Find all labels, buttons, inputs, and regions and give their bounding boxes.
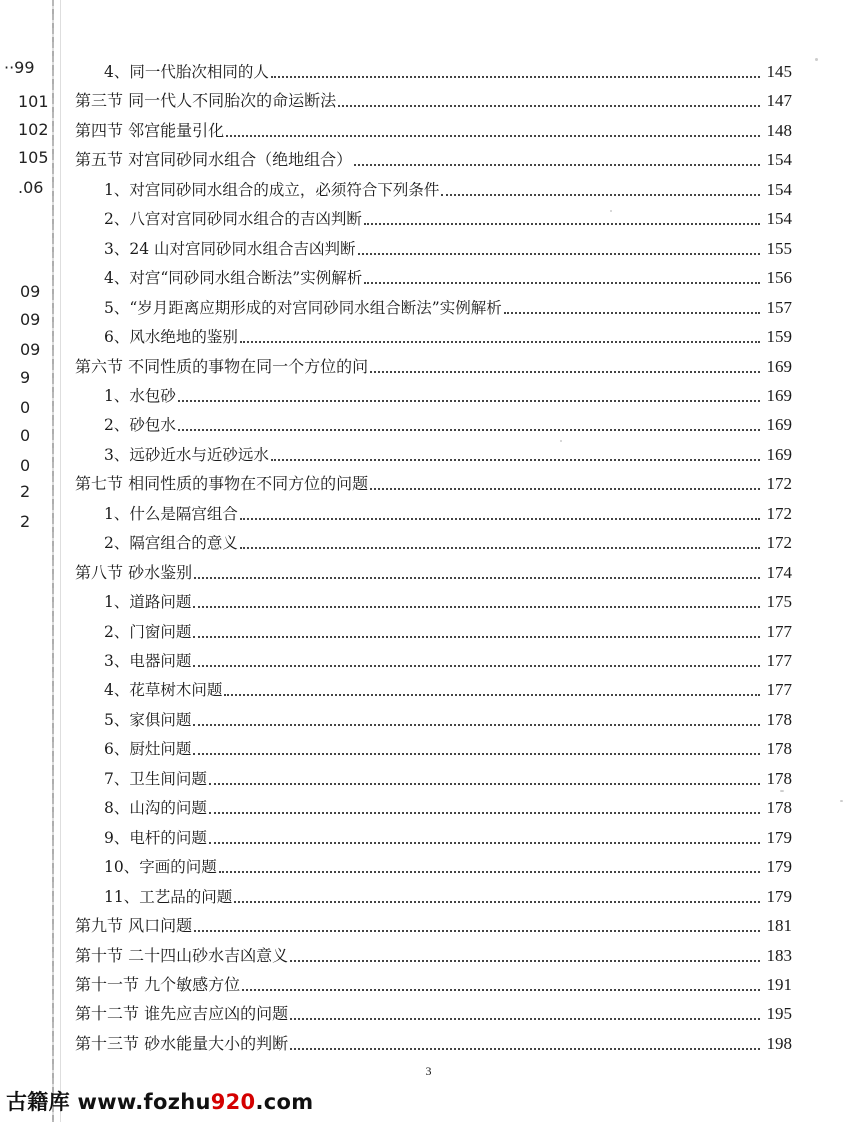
toc-page-number: 178 (766, 768, 792, 788)
watermark-suffix: .com (255, 1090, 314, 1114)
scan-speck (815, 58, 818, 61)
toc-leader-dots (193, 753, 760, 755)
margin-number: 102 (18, 120, 49, 139)
margin-number: 105 (18, 148, 49, 167)
toc-page-number: 169 (766, 444, 792, 464)
toc-title: 10、字画的问题 (104, 858, 217, 877)
toc-title: 1、道路问题 (104, 593, 192, 612)
toc-item-entry (104, 201, 792, 229)
toc-page-number: 154 (766, 150, 792, 170)
site-watermark (6, 1086, 313, 1116)
scan-speck (840, 800, 843, 802)
toc-page-number: 172 (766, 474, 792, 494)
toc-leader-dots (240, 547, 760, 549)
toc-page-number: 157 (766, 297, 792, 317)
scan-speck (560, 440, 562, 442)
toc-page-number: 174 (766, 562, 792, 582)
margin-number: 09 (20, 310, 41, 329)
toc-item-entry (104, 761, 792, 789)
toc-leader-dots (271, 459, 760, 461)
toc-page-number: 179 (766, 886, 792, 906)
toc-title: 第七节 相同性质的事物在不同方位的问题 (75, 474, 369, 494)
toc-leader-dots (504, 312, 760, 314)
toc-leader-dots (240, 518, 760, 520)
toc-title: 5、家俱问题 (104, 710, 192, 729)
toc-page-number: 172 (766, 503, 792, 523)
scan-speck (610, 210, 612, 212)
toc-item-entry (104, 731, 792, 759)
toc-title: 第八节 砂水鉴别 (75, 562, 193, 582)
margin-number: .06 (18, 178, 44, 197)
toc-item-entry (104, 319, 792, 347)
toc-leader-dots (358, 253, 760, 255)
toc-leader-dots (193, 636, 760, 638)
toc-title: 第十一节 九个敏感方位 (75, 974, 241, 994)
toc-title: 11、工艺品的问题 (104, 887, 233, 906)
toc-item-entry (104, 407, 792, 435)
toc-item-entry (104, 260, 792, 288)
toc-item-entry (104, 820, 792, 848)
toc-section-entry (75, 83, 792, 111)
toc-leader-dots (178, 400, 760, 402)
toc-title: 1、什么是隔宫组合 (104, 504, 238, 523)
toc-item-entry (104, 378, 792, 406)
toc-title: 7、卫生间问题 (104, 769, 207, 788)
toc-section-entry (75, 908, 792, 936)
toc-page-number: 181 (766, 916, 792, 936)
toc-leader-dots (193, 665, 760, 667)
toc-title: 1、对宫同砂同水组合的成立，必须符合下列条件 (104, 180, 440, 199)
margin-number: 09 (20, 282, 41, 301)
toc-leader-dots (226, 135, 760, 137)
toc-title: 4、花草树木问题 (104, 681, 223, 700)
toc-title: 4、同一代胎次相同的人 (104, 63, 269, 81)
margin-number: ··99 (4, 58, 35, 77)
toc-leader-dots (271, 76, 760, 78)
toc-title: 6、厨灶问题 (104, 740, 192, 759)
toc-title: 第四节 邻宫能量引化 (75, 120, 225, 140)
page-number: 3 (425, 1064, 432, 1078)
toc-leader-dots (194, 930, 760, 932)
toc-leader-dots (193, 606, 760, 608)
toc-page-number: 169 (766, 356, 792, 376)
toc-title: 4、对宫“同砂同水组合断法”实例解析 (104, 269, 363, 288)
toc-page-number: 191 (766, 974, 792, 994)
toc-leader-dots (290, 1048, 760, 1050)
toc-title: 2、门窗问题 (104, 622, 192, 641)
toc-item-entry (104, 584, 792, 612)
toc-title: 2、八宫对宫同砂同水组合的吉凶判断 (104, 210, 362, 229)
toc-page-number: 177 (766, 680, 792, 700)
toc-page-number: 179 (766, 857, 792, 877)
toc-item-entry (104, 643, 792, 671)
toc-page-number: 177 (766, 621, 792, 641)
toc-title: 3、24 山对宫同砂同水组合吉凶判断 (104, 239, 356, 258)
toc-title: 第十三节 砂水能量大小的判断 (75, 1033, 289, 1053)
binding-edge (52, 0, 54, 1122)
toc-leader-dots (209, 812, 760, 814)
toc-section-entry (75, 466, 792, 494)
toc-title: 第三节 同一代人不同胎次的命运断法 (75, 91, 337, 111)
toc-page-number: 198 (766, 1033, 792, 1053)
margin-number: 09 (20, 340, 41, 359)
toc-leader-dots (338, 105, 760, 107)
toc-item-entry (104, 54, 792, 82)
toc-leader-dots (224, 694, 760, 696)
toc-item-entry (104, 879, 792, 907)
toc-page-number: 178 (766, 798, 792, 818)
toc-page-number: 154 (766, 209, 792, 229)
margin-number: 101 (18, 92, 49, 111)
toc-title: 3、远砂近水与近砂远水 (104, 445, 269, 464)
margin-number: 0 (20, 398, 31, 417)
scan-speck (780, 790, 784, 792)
toc-page-number: 178 (766, 709, 792, 729)
toc-section-entry (75, 349, 792, 377)
toc-page-number: 147 (766, 91, 792, 111)
toc-title: 5、“岁月距离应期形成的对宫同砂同水组合断法”实例解析 (104, 298, 502, 317)
toc-title: 3、电器问题 (104, 652, 192, 670)
margin-number: 0 (20, 456, 31, 475)
toc-item-entry (104, 525, 792, 553)
toc-section-entry (75, 967, 792, 995)
toc-leader-dots (240, 341, 760, 343)
toc-section-entry (75, 938, 792, 966)
toc-page-number: 159 (766, 327, 792, 347)
toc-page-number: 145 (766, 62, 792, 81)
toc-title: 第十二节 谁先应吉应凶的问题 (75, 1004, 289, 1024)
toc-section-entry (75, 1026, 792, 1054)
margin-number: 2 (20, 482, 31, 501)
toc-page-number: 169 (766, 415, 792, 435)
toc-title: 6、风水绝地的鉴别 (104, 328, 238, 347)
toc-item-entry (104, 672, 792, 700)
toc-title: 2、隔宫组合的意义 (104, 534, 238, 553)
toc-leader-dots (234, 901, 760, 903)
toc-item-entry (104, 172, 792, 200)
toc-page-number: 154 (766, 179, 792, 199)
toc-leader-dots (209, 842, 760, 844)
toc-section-entry (75, 555, 792, 583)
toc-leader-dots (370, 371, 760, 373)
toc-leader-dots (242, 989, 760, 991)
toc-item-entry (104, 231, 792, 259)
toc-leader-dots (364, 282, 760, 284)
toc-title: 第十节 二十四山砂水吉凶意义 (75, 945, 289, 965)
toc-page-number: 156 (766, 268, 792, 288)
toc-section-entry (75, 142, 792, 170)
toc-item-entry (104, 790, 792, 818)
toc-leader-dots (219, 871, 760, 873)
toc-page-number: 169 (766, 385, 792, 405)
toc-leader-dots (370, 488, 760, 490)
toc-leader-dots (441, 194, 760, 196)
toc-item-entry (104, 702, 792, 730)
watermark-highlight: 920 (210, 1090, 256, 1114)
toc-leader-dots (354, 164, 760, 166)
toc-title: 8、山沟的问题 (104, 799, 207, 818)
margin-number: 9 (20, 368, 31, 387)
toc-leader-dots (364, 223, 760, 225)
toc-page-number: 172 (766, 533, 792, 553)
toc-page-number: 178 (766, 739, 792, 759)
toc-leader-dots (194, 577, 760, 579)
toc-section-entry (75, 996, 792, 1024)
toc-section-entry (75, 113, 792, 141)
toc-item-entry (104, 614, 792, 642)
toc-leader-dots (290, 960, 760, 962)
toc-leader-dots (193, 724, 760, 726)
toc-title: 第五节 对宫同砂同水组合（绝地组合） (75, 150, 353, 170)
toc-page-number: 183 (766, 945, 792, 965)
margin-number: 0 (20, 426, 31, 445)
toc-page-number: 148 (766, 120, 792, 140)
toc-leader-dots (178, 429, 760, 431)
margin-number: 2 (20, 512, 31, 531)
toc-title: 9、电杆的问题 (104, 828, 207, 847)
toc-item-entry (104, 496, 792, 524)
toc-page-number: 179 (766, 827, 792, 847)
toc-title: 第六节 不同性质的事物在同一个方位的问 (75, 356, 369, 376)
toc-item-entry (104, 290, 792, 318)
toc-item-entry (104, 849, 792, 877)
toc-page-number: 195 (766, 1004, 792, 1024)
toc-title: 第九节 风口问题 (75, 916, 193, 936)
toc-page-number: 155 (766, 238, 792, 258)
toc-title: 2、砂包水 (104, 416, 176, 435)
previous-page-margin (0, 0, 50, 1122)
binding-edge-inner (60, 0, 61, 1122)
toc-page-number: 177 (766, 651, 792, 670)
toc-leader-dots (290, 1018, 760, 1020)
toc-leader-dots (209, 783, 760, 785)
toc-item-entry (104, 437, 792, 465)
watermark-prefix: 古籍库 www.fozhu (6, 1090, 211, 1114)
toc-title: 1、水包砂 (104, 386, 176, 405)
toc-page-number: 175 (766, 592, 792, 612)
